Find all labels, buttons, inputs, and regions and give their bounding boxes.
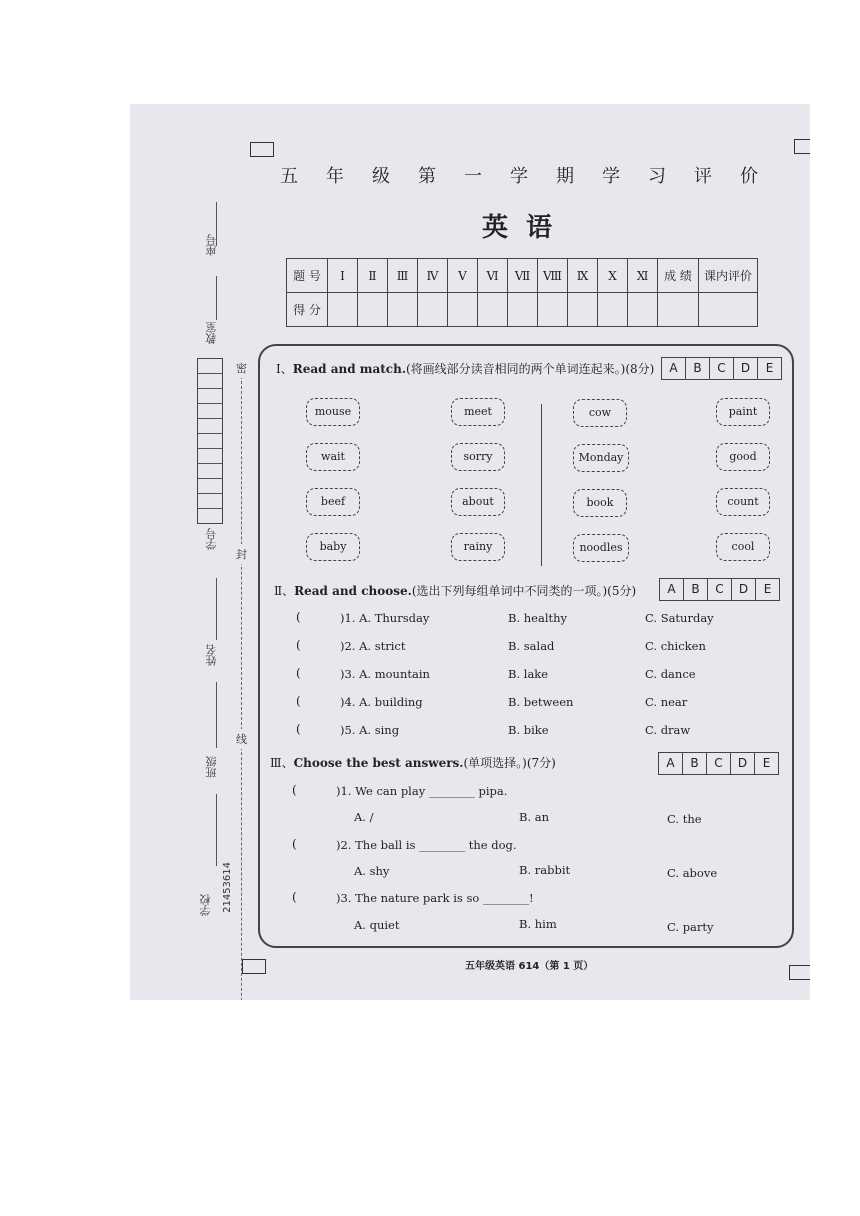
school-label: 学校 — [199, 894, 212, 916]
section2-grade-box[interactable]: A B C D E — [659, 578, 780, 601]
question-text: )3. A. mountain — [340, 667, 430, 681]
word-card[interactable]: Monday — [578, 451, 624, 464]
option-a[interactable]: A. shy — [354, 864, 390, 878]
word-card[interactable]: beef — [320, 495, 346, 508]
word-card[interactable]: baby — [319, 540, 347, 553]
option-a[interactable]: A. quiet — [354, 918, 400, 932]
registration-mark — [242, 959, 266, 974]
score-table: 题 号 Ⅰ Ⅱ Ⅲ Ⅳ Ⅴ Ⅵ Ⅶ Ⅷ Ⅸ Ⅹ Ⅺ 成 绩 课内评价 得 分 — [286, 258, 758, 327]
option-c[interactable]: C. dance — [645, 667, 696, 681]
option-c[interactable]: C. party — [667, 920, 714, 934]
option-b[interactable]: B. rabbit — [519, 863, 571, 877]
option-c[interactable]: C. Saturday — [645, 611, 714, 625]
word-card[interactable]: noodles — [579, 541, 623, 554]
word-card[interactable]: count — [727, 495, 759, 508]
exam-title: 五 年 级 第 一 学 期 学 习 评 价 — [280, 166, 760, 187]
student-no-label: 学号 — [205, 528, 218, 550]
registration-mark — [250, 142, 274, 157]
question-text: )1. A. Thursday — [340, 611, 430, 625]
match-divider — [541, 404, 542, 566]
question-text: )2. The ball is ________ the dog. — [336, 838, 517, 852]
exam-code: 21453614 — [222, 862, 233, 913]
exam-paper: 座号 教室 学号 姓名 班级 学校 21453614 密 封 线 五 年 级 第 一 学 期 学 习 评 价 英语 题 号 Ⅰ Ⅱ Ⅲ Ⅳ Ⅴ Ⅵ Ⅶ Ⅷ Ⅸ Ⅹ Ⅺ 成 绩 课内评价 得 分 Ⅰ、Read and match.(将画线部分读音相同的两个单词连起来。)(8分) A B C D E mouse meet cow paint wait sorry Monday good beef about book count baby rainy noodles cool Ⅱ、Read and choose.(选出下列每组单词中不同类的一项。)(5分) A B C D E ( )1. A. Thursday B. healthy C. Saturday ( )2. A. strict B. salad C. chicken ( )3. A. mountain B. lake C. dance ( )4. A. building B. between C. near ( )5. A. sing B. bike C. draw Ⅲ、Choose the best answers.(单项选择。)(7分) A B C D E ( )1. We can play ________ pipa. A. / B. an C. the ( )2. The ball is ________ the dog. A. shy B. rabbit C. above ( )3. The nature park is so ________! A. quiet B. him C. party 五年级英语 614（第 1 页） — [130, 104, 810, 1000]
word-card[interactable]: cool — [731, 540, 755, 553]
student-id-grid — [197, 358, 223, 524]
word-card[interactable]: about — [462, 495, 494, 508]
word-card[interactable]: meet — [464, 405, 492, 418]
room-label: 教室 — [205, 322, 218, 344]
question-text: )1. We can play ________ pipa. — [336, 784, 508, 798]
seal-line — [241, 366, 242, 1000]
word-card[interactable]: paint — [728, 405, 758, 418]
option-a[interactable]: A. / — [354, 810, 374, 824]
option-c[interactable]: C. chicken — [645, 639, 706, 653]
option-b[interactable]: B. bike — [508, 723, 549, 737]
word-card[interactable]: book — [586, 496, 614, 509]
question-text: )2. A. strict — [340, 639, 406, 653]
seal-char: 密 — [236, 358, 247, 378]
section1-grade-box[interactable]: A B C D E — [661, 357, 782, 380]
section1-title: Ⅰ、Read and match.(将画线部分读音相同的两个单词连起来。)(8分) — [276, 362, 655, 376]
subject-title: 英语 — [482, 213, 571, 243]
option-b[interactable]: B. between — [508, 695, 574, 709]
option-b[interactable]: B. an — [519, 810, 550, 824]
option-c[interactable]: C. near — [645, 695, 688, 709]
option-c[interactable]: C. the — [667, 812, 702, 826]
word-card[interactable]: cow — [588, 406, 612, 419]
registration-mark — [789, 965, 810, 980]
seat-label: 座号 — [205, 234, 218, 256]
registration-mark — [794, 139, 810, 154]
question-text: )5. A. sing — [340, 723, 400, 737]
word-card[interactable]: good — [729, 450, 757, 463]
word-card[interactable]: sorry — [463, 450, 493, 463]
question-text: )4. A. building — [340, 695, 423, 709]
option-c[interactable]: C. above — [667, 866, 718, 880]
section3-grade-box[interactable]: A B C D E — [658, 752, 779, 775]
option-b[interactable]: B. salad — [508, 639, 555, 653]
option-b[interactable]: B. healthy — [508, 611, 568, 625]
question-text: )3. The nature park is so ________! — [336, 891, 534, 905]
option-c[interactable]: C. draw — [645, 723, 691, 737]
name-label: 姓名 — [205, 644, 218, 666]
word-card[interactable]: rainy — [463, 540, 493, 553]
seal-char: 封 — [236, 544, 247, 564]
word-card[interactable]: wait — [321, 450, 345, 463]
section3-title: Ⅲ、Choose the best answers.(单项选择。)(7分) — [270, 756, 556, 770]
class-label: 班级 — [205, 756, 218, 778]
word-card[interactable]: mouse — [314, 405, 352, 418]
seal-char: 线 — [236, 729, 247, 749]
option-b[interactable]: B. lake — [508, 667, 549, 681]
option-b[interactable]: B. him — [519, 917, 557, 931]
section2-title: Ⅱ、Read and choose.(选出下列每组单词中不同类的一项。)(5分) — [274, 584, 637, 598]
page-footer: 五年级英语 614（第 1 页） — [465, 961, 594, 972]
